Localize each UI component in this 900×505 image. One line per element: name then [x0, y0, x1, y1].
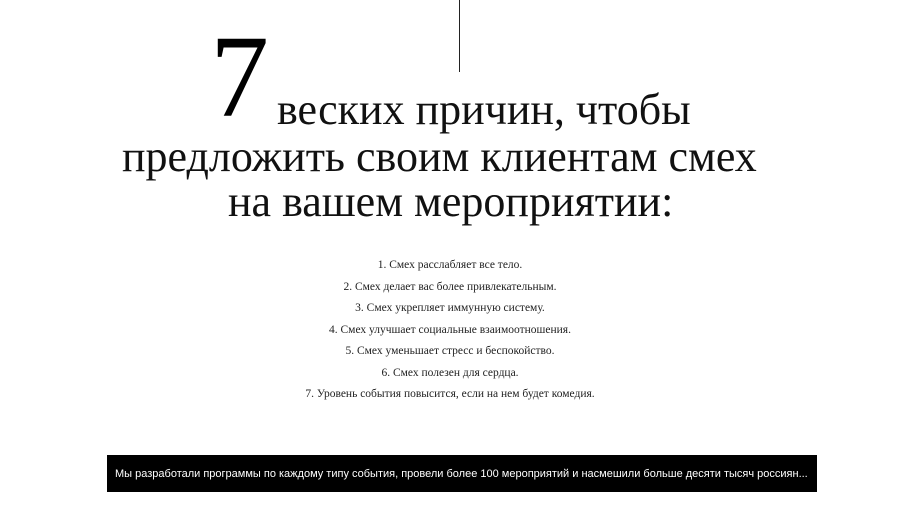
reason-item-2: 2. Смех делает вас более привлекательным. — [343, 280, 557, 293]
reason-item-5: 5. Смех уменьшает стресс и беспокойство. — [345, 345, 555, 357]
headline-line-1: веских причин, чтобы — [277, 85, 691, 134]
footer-banner — [107, 455, 817, 492]
headline — [0, 0, 900, 240]
reason-item-6: 6. Смех полезен для сердца. — [381, 366, 519, 379]
headline-line-2: предложить своим клиентам смех — [122, 132, 757, 181]
reason-item-4: 4. Смех улучшает социальные взаимоотношения. — [329, 323, 571, 336]
reason-item-3: 3. Смех укрепляет иммунную систему. — [355, 302, 545, 314]
reasons-list — [0, 255, 900, 406]
reason-item-7: 7. Уровень события повысится, если на нем будет комедия. — [305, 388, 595, 400]
headline-number: 7 — [210, 11, 269, 142]
headline-line-3: на вашем мероприятии: — [228, 177, 674, 226]
reason-item-1: 1. Смех расслабляет все тело. — [377, 259, 523, 271]
footer-banner-text: Мы разработали программы по каждому типу события, провели более 100 мероприятий и насмешили больше десяти тысяч россиян... — [115, 467, 808, 480]
